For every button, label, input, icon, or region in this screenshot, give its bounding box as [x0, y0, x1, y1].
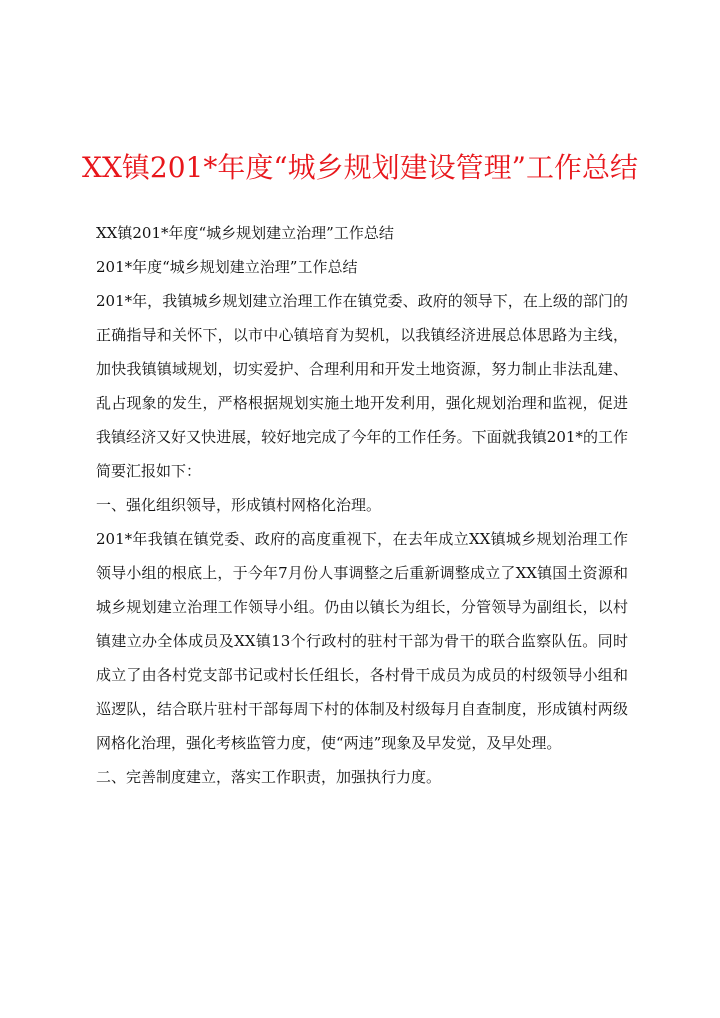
body-paragraph-section-1: 201*年我镇在镇党委、政府的高度重视下，在去年成立XX镇城乡规划治理工作领导小组的根底上，于今年7月份人事调整之后重新调整成立了XX镇国土资源和城乡规划建立治理工作领导小组。仍由以镇长为组长，分管领导为副组长，以村镇建立办全体成员及XX镇13个行政村的驻村干部为骨干的联合监察队伍。同时成立了由各村党支部书记或村长任组长，各村骨干成员为成员的村级领导小组和巡逻队，结合联片驻村干部每周下村的体制及村级每月自查制度，形成镇村两级网格化治理，强化考核监管力度，使“两违”现象及早发觉，及早处理。 — [96, 530, 628, 752]
section-heading-1: 一、强化组织领导，形成镇村网格化治理。 — [96, 496, 382, 514]
document-body — [96, 216, 628, 794]
subtitle-line-2: 201*年度“城乡规划建立治理”工作总结 — [96, 258, 358, 276]
document-title: XX镇201*年度“城乡规划建设管理”工作总结 — [82, 151, 638, 184]
section-heading-2: 二、完善制度建立，落实工作职责，加强执行力度。 — [96, 768, 442, 786]
subtitle-line-1: XX镇201*年度“城乡规划建立治理”工作总结 — [96, 224, 394, 242]
body-paragraph-intro: 201*年，我镇城乡规划建立治理工作在镇党委、政府的领导下，在上级的部门的正确指导和关怀下，以市中心镇培育为契机，以我镇经济进展总体思路为主线，加快我镇镇域规划，切实爱护、合理利用和开发土地资源，努力制止非法乱建、乱占现象的发生，严格根据规划实施土地开发利用，强化规划治理和监视，促进我镇经济又好又快进展，较好地完成了今年的工作任务。下面就我镇201*的工作简要汇报如下： — [96, 292, 628, 480]
